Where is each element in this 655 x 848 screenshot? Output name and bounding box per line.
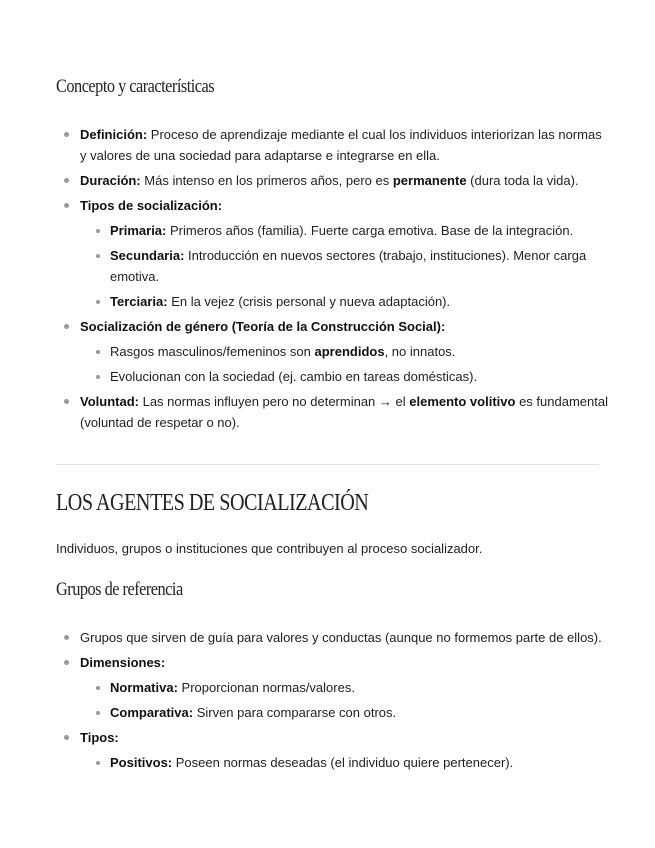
bullet-icon (96, 686, 100, 690)
item-label: Definición: (80, 127, 148, 142)
item-label: Tipos de socialización: (80, 198, 223, 213)
item-text: Proceso de aprendizaje mediante el cual los individuos interiorizan las normas y valores de una sociedad para adaptarse e integrarse en ella. (80, 127, 602, 163)
section-divider (56, 464, 599, 465)
bullet-icon (64, 635, 69, 640)
sublist-dimensiones (80, 677, 609, 723)
sublist-item-primaria (96, 220, 609, 241)
item-label: Socialización de género (Teoría de la Construcción Social): (80, 319, 446, 334)
list-item-tipos-socializacion (64, 195, 609, 312)
item-text: Poseen normas deseadas (el individuo quiere pertenecer). (172, 755, 514, 770)
bullet-icon (96, 300, 100, 304)
sublist-item-normativa (96, 677, 609, 698)
sublist-genero (80, 341, 609, 387)
item-text: es fundamental (voluntad de respetar o no). (80, 394, 608, 430)
item-text: En la vejez (crisis personal y nueva adaptación). (167, 294, 451, 309)
bullet-icon (96, 254, 100, 258)
item-label: Dimensiones: (80, 655, 166, 670)
item-text: Introducción en nuevos sectores (trabajo, instituciones). Menor carga emotiva. (110, 248, 587, 284)
sublist-item-secundaria (96, 245, 609, 287)
item-label: Duración: (80, 173, 141, 188)
item-label: Tipos: (80, 730, 119, 745)
item-emphasis: permanente (392, 173, 467, 188)
list-item-dimensiones (64, 652, 609, 723)
item-text: Rasgos masculinos/femeninos son (110, 344, 315, 359)
bullet-icon (96, 711, 100, 715)
bullet-icon (64, 735, 69, 740)
bullet-icon (96, 375, 100, 379)
grupos-list (64, 627, 609, 777)
item-text: Las normas influyen pero no determinan → el (138, 394, 410, 409)
bullet-icon (64, 660, 69, 665)
sublist-tipos (80, 220, 609, 312)
item-text: Primeros años (familia). Fuerte carga emotiva. Base de la integración. (166, 223, 574, 238)
section-heading-agentes: LOS AGENTES DE SOCIALIZACIÓN (56, 490, 369, 516)
bullet-icon (64, 132, 69, 137)
item-text: Más intenso en los primeros años, pero es (140, 173, 393, 188)
list-item-definicion (64, 124, 609, 166)
item-label: Primaria: (110, 223, 167, 238)
bullet-icon (64, 203, 69, 208)
list-item-grupos-guia (64, 627, 609, 648)
list-item-tipos (64, 727, 609, 773)
item-label: Secundaria: (110, 248, 185, 263)
item-label: Positivos: (110, 755, 173, 770)
item-emphasis: aprendidos (314, 344, 385, 359)
item-text: Sirven para compararse con otros. (193, 705, 397, 720)
sublist-item-rasgos (96, 341, 609, 362)
bullet-icon (96, 229, 100, 233)
item-emphasis: elemento volitivo (409, 394, 516, 409)
section-heading-concepto: Concepto y características (56, 76, 215, 97)
item-text: , no innatos. (384, 344, 456, 359)
sublist-item-positivos (96, 752, 609, 773)
item-label: Terciaria: (110, 294, 168, 309)
list-item-duracion (64, 170, 609, 191)
sublist-item-terciaria (96, 291, 609, 312)
bullet-icon (64, 399, 69, 404)
sublist-tipos-grupos (80, 752, 609, 773)
item-text: Proporcionan normas/valores. (177, 680, 355, 695)
list-item-voluntad (64, 391, 609, 433)
sublist-item-evolucionan (96, 366, 609, 387)
bullet-icon (64, 324, 69, 329)
concept-list (64, 124, 609, 437)
sublist-item-comparativa (96, 702, 609, 723)
bullet-icon (96, 350, 100, 354)
bullet-icon (96, 761, 100, 765)
item-label: Comparativa: (110, 705, 194, 720)
bullet-icon (64, 178, 69, 183)
subsection-heading-grupos: Grupos de referencia (56, 579, 183, 600)
item-text: Evolucionan con la sociedad (ej. cambio en tareas domésticas). (110, 369, 478, 384)
list-item-socializacion-genero (64, 316, 609, 387)
item-label: Normativa: (110, 680, 178, 695)
item-text: (dura toda la vida). (466, 173, 579, 188)
item-text: Grupos que sirven de guía para valores y conductas (aunque no formemos parte de ellos). (80, 630, 602, 645)
section-intro: Individuos, grupos o instituciones que contribuyen al proceso socializador. (56, 541, 483, 556)
item-label: Voluntad: (80, 394, 139, 409)
